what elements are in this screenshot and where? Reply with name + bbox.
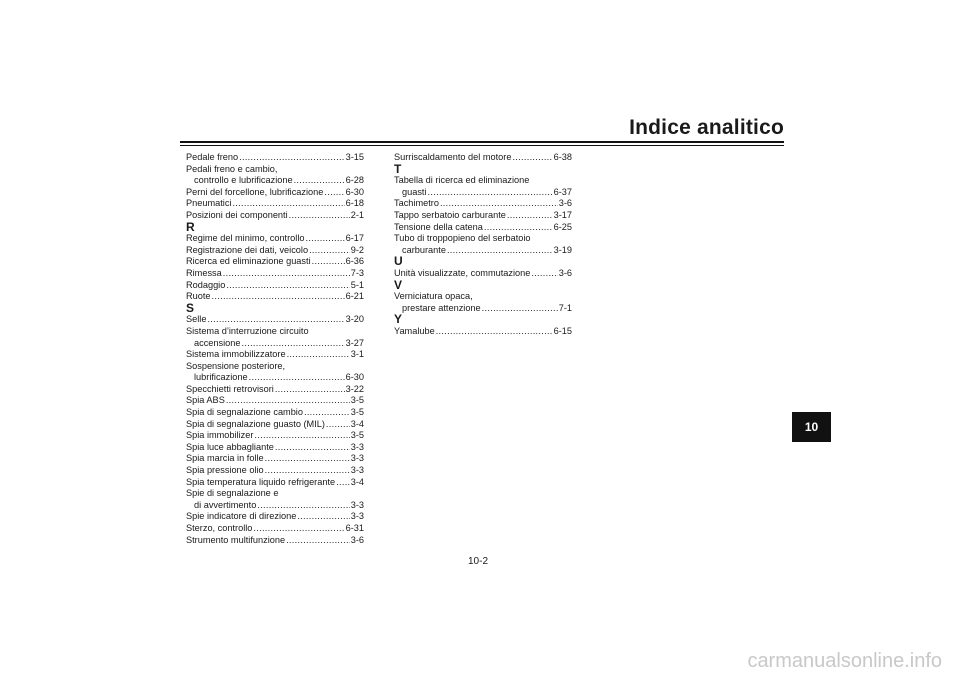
index-letter-heading: T xyxy=(394,161,402,176)
index-letter-heading: S xyxy=(186,300,195,315)
index-entry-page: 3-3 xyxy=(350,465,364,476)
dot-leader xyxy=(440,198,558,210)
index-entry-label: Regime del minimo, controllo xyxy=(186,233,305,244)
index-column-left xyxy=(186,152,364,546)
dot-leader xyxy=(232,198,344,210)
index-entry[interactable] xyxy=(394,245,572,257)
index-entry-page: 3-22 xyxy=(345,383,364,394)
index-entry[interactable] xyxy=(186,407,364,419)
index-entry-label: Spia di segnalazione guasto (MIL) xyxy=(186,418,325,429)
index-entry[interactable] xyxy=(394,222,572,234)
index-entry-page: 3-5 xyxy=(350,430,364,441)
index-entry-page: 3-5 xyxy=(350,395,364,406)
dot-leader xyxy=(507,210,553,222)
index-entry[interactable] xyxy=(186,233,364,245)
dot-leader xyxy=(275,442,350,454)
index-letter-heading: U xyxy=(394,254,403,269)
index-entry[interactable] xyxy=(394,303,572,315)
index-column-right xyxy=(394,152,572,338)
index-entry[interactable] xyxy=(394,326,572,338)
dot-leader xyxy=(428,187,553,199)
index-entry-label: Ruote xyxy=(186,291,211,302)
index-entry-page: 3-3 xyxy=(350,499,364,510)
index-entry[interactable] xyxy=(186,500,364,512)
page-title: Indice analitico xyxy=(629,116,784,139)
dot-leader xyxy=(484,222,553,234)
index-entry-page: 6-15 xyxy=(553,325,572,336)
dot-leader xyxy=(253,523,344,535)
index-entry-label: Selle xyxy=(186,314,207,325)
dot-leader xyxy=(223,268,350,280)
dot-leader xyxy=(482,303,558,315)
index-entry-page: 6-31 xyxy=(345,523,364,533)
index-entry[interactable] xyxy=(394,268,572,280)
index-entry-page: 3-17 xyxy=(553,209,572,220)
chapter-tab[interactable]: 10 xyxy=(792,412,831,442)
index-entry-label: Pneumatici xyxy=(186,198,232,209)
index-entry-label: Tachimetro xyxy=(394,198,439,209)
index-entry-label: Rimessa xyxy=(186,267,222,278)
index-entry[interactable] xyxy=(186,256,364,268)
index-entry[interactable] xyxy=(186,245,364,257)
index-entry[interactable] xyxy=(186,152,364,164)
dot-leader xyxy=(297,511,349,523)
dot-leader xyxy=(304,407,350,419)
index-entry-label: Spia temperatura liquido refrigerante xyxy=(186,476,336,487)
dot-leader xyxy=(226,395,350,407)
index-entry[interactable] xyxy=(186,198,364,210)
index-entry-page: 3-20 xyxy=(345,314,364,325)
index-entry-label: Sterzo, controllo xyxy=(186,523,253,533)
index-entry-label: prestare attenzione xyxy=(402,302,481,313)
dot-leader xyxy=(265,465,350,477)
index-entry-label: Unità visualizzate, commutazione xyxy=(394,267,531,278)
index-entry[interactable] xyxy=(186,187,364,199)
dot-leader xyxy=(305,233,344,245)
index-entry-page: 2-1 xyxy=(350,209,364,220)
index-entry[interactable] xyxy=(186,535,364,547)
index-entry-label: Perni del forcellone, lubrificazione xyxy=(186,186,324,197)
dot-leader xyxy=(241,338,344,350)
index-entry-page: 3-4 xyxy=(350,418,364,429)
index-entry-page: 6-17 xyxy=(345,233,364,244)
index-entry-page: 6-37 xyxy=(553,186,572,197)
index-entry[interactable] xyxy=(186,175,364,187)
index-entry[interactable] xyxy=(186,419,364,431)
dot-leader xyxy=(226,280,349,292)
index-entry-label: Spia pressione olio xyxy=(186,465,264,476)
dot-leader xyxy=(275,384,345,396)
header-rule-thick xyxy=(180,141,784,143)
index-entry-label: lubrificazione xyxy=(194,372,248,383)
index-entry-page: 6-36 xyxy=(345,256,364,267)
index-entry[interactable] xyxy=(186,477,364,489)
index-letter-heading: R xyxy=(186,219,195,234)
index-entry[interactable] xyxy=(186,453,364,465)
index-entry-label: controllo e lubrificazione xyxy=(194,175,293,186)
index-entry-label: Sistema immobilizzatore xyxy=(186,349,286,360)
index-entry-page: 3-19 xyxy=(553,244,572,255)
index-entry-text: Sistema d’interruzione circuito xyxy=(186,325,309,336)
dot-leader xyxy=(312,256,345,268)
dot-leader xyxy=(265,453,350,465)
index-entry[interactable] xyxy=(186,372,364,384)
index-entry[interactable] xyxy=(186,349,364,361)
index-entry-label: Strumento multifunzione xyxy=(186,534,286,545)
index-entry-page: 3-5 xyxy=(350,407,364,418)
index-entry-page: 3-3 xyxy=(350,441,364,452)
header-rule-thin xyxy=(180,145,784,146)
dot-leader xyxy=(287,349,350,361)
index-entry-label: Registrazione dei dati, veicolo xyxy=(186,244,309,255)
dot-leader xyxy=(436,326,553,338)
index-entry[interactable] xyxy=(186,523,364,535)
index-entry-label: Spia luce abbagliante xyxy=(186,441,274,452)
dot-leader xyxy=(447,245,553,257)
index-entry-page: 6-21 xyxy=(345,291,364,302)
index-entry-page: 9-2 xyxy=(350,244,364,255)
index-entry[interactable] xyxy=(186,442,364,454)
index-entry[interactable] xyxy=(186,465,364,477)
dot-leader xyxy=(249,372,345,384)
index-entry[interactable] xyxy=(186,384,364,396)
index-entry-text: Spie di segnalazione e xyxy=(186,488,279,499)
index-entry-page: 3-6 xyxy=(558,267,572,278)
index-entry-page: 3-3 xyxy=(350,453,364,464)
dot-leader xyxy=(289,210,350,222)
index-entry-label: Spia ABS xyxy=(186,395,225,406)
dot-leader xyxy=(207,314,344,326)
index-entry[interactable] xyxy=(394,187,572,199)
index-entry-label: Ricerca ed eliminazione guasti xyxy=(186,256,311,267)
index-entry[interactable] xyxy=(186,430,364,442)
index-entry[interactable] xyxy=(394,198,572,210)
index-entry-page: 3-3 xyxy=(350,511,364,522)
index-entry-label: Tappo serbatoio carburante xyxy=(394,209,506,220)
index-entry-label: guasti xyxy=(402,186,427,197)
index-entry-page: 6-38 xyxy=(553,152,572,162)
index-entry-page: 6-28 xyxy=(345,175,364,186)
index-entry-label: accensione xyxy=(194,337,241,348)
index-entry-page: 6-30 xyxy=(345,372,364,383)
index-entry-page: 3-15 xyxy=(345,152,364,162)
index-entry-page: 3-6 xyxy=(350,534,364,545)
index-entry[interactable] xyxy=(186,338,364,350)
index-entry[interactable] xyxy=(186,314,364,326)
index-entry-page: 7-3 xyxy=(350,267,364,278)
index-entry[interactable] xyxy=(394,152,572,164)
dot-leader xyxy=(294,175,345,187)
dot-leader xyxy=(324,187,344,199)
index-entry[interactable] xyxy=(186,291,364,303)
index-entry-label: Spie indicatore di direzione xyxy=(186,511,297,522)
dot-leader xyxy=(257,500,349,512)
index-entry-label: Rodaggio xyxy=(186,279,226,290)
dot-leader xyxy=(512,152,552,164)
index-entry[interactable] xyxy=(186,210,364,222)
index-entry[interactable] xyxy=(186,395,364,407)
index-entry-page: 6-25 xyxy=(553,221,572,232)
index-entry-page: 7-1 xyxy=(558,302,572,313)
index-entry-text: Pedali freno e cambio, xyxy=(186,163,278,174)
index-entry-page: 3-6 xyxy=(558,198,572,209)
index-entry-text: Verniciatura opaca, xyxy=(394,291,473,302)
dot-leader xyxy=(336,477,350,489)
index-entry-label: Spia immobilizer xyxy=(186,430,254,441)
index-entry-text: Tubo di troppopieno del serbatoio xyxy=(394,233,531,244)
index-entry-label: Yamalube xyxy=(394,325,435,336)
dot-leader xyxy=(326,419,350,431)
index-entry[interactable] xyxy=(186,268,364,280)
index-entry-page: 6-30 xyxy=(345,186,364,197)
index-entry-label: Surriscaldamento del motore xyxy=(394,152,512,162)
index-entry-label: Pedale freno xyxy=(186,152,239,162)
page-number: 10-2 xyxy=(468,556,489,567)
index-entry[interactable] xyxy=(186,280,364,292)
dot-leader xyxy=(212,291,345,303)
index-entry[interactable] xyxy=(186,511,364,523)
index-letter-heading: Y xyxy=(394,312,403,327)
index-entry-page: 6-18 xyxy=(345,198,364,209)
dot-leader xyxy=(254,430,349,442)
dot-leader xyxy=(286,535,350,547)
index-letter-heading: V xyxy=(394,277,403,292)
index-entry-label: Spia di segnalazione cambio xyxy=(186,407,303,418)
dot-leader xyxy=(239,152,345,164)
index-entry-label: Specchietti retrovisori xyxy=(186,383,274,394)
index-entry-label: Spia marcia in folle xyxy=(186,453,264,464)
index-entry-page: 3-27 xyxy=(345,337,364,348)
index-entry-page: 5-1 xyxy=(350,279,364,290)
index-entry-page: 3-4 xyxy=(350,476,364,487)
watermark: carmanualsonline.info xyxy=(747,650,942,672)
index-entry-label: Tensione della catena xyxy=(394,221,483,232)
index-entry[interactable] xyxy=(394,210,572,222)
index-entry-text: Sospensione posteriore, xyxy=(186,360,286,371)
index-entry-label: Posizioni dei componenti xyxy=(186,209,288,220)
index-entry-page: 3-1 xyxy=(350,349,364,360)
index-entry-text: Tabella di ricerca ed eliminazione xyxy=(394,175,530,186)
dot-leader xyxy=(309,245,350,257)
index-entry-label: carburante xyxy=(402,244,446,255)
dot-leader xyxy=(531,268,557,280)
index-entry-label: di avvertimento xyxy=(194,499,257,510)
